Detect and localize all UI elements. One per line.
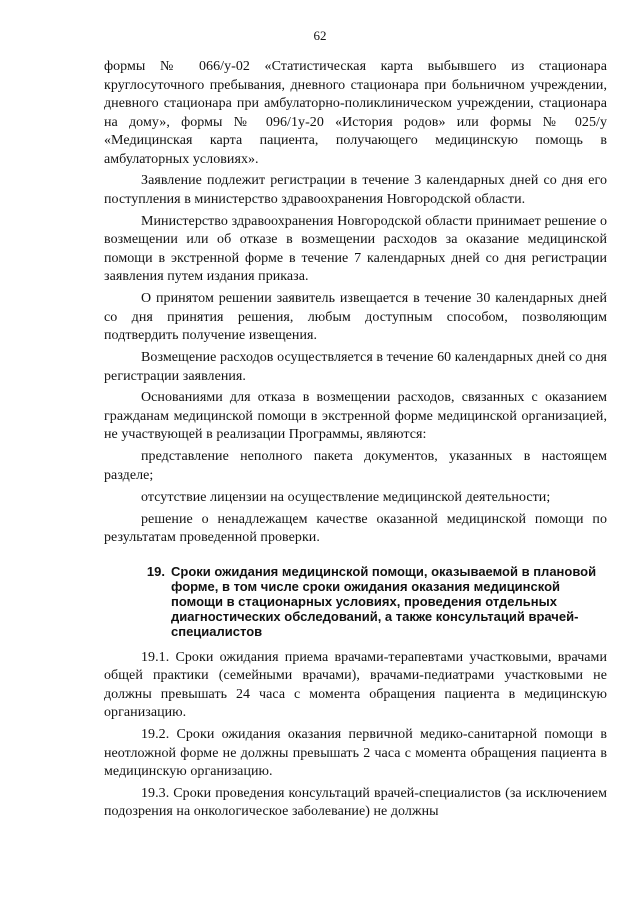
paragraph-forms-continuation: формы № 066/у-02 «Статистическая карта выбывшего из стационара круглосуточного пребывания, дневного стационара при больничном учреждении, дневного стационара при амбулаторно-поликлиническом учреждении, стационара на дому», формы № 096/1у-20 «История родов» или формы № 025/у «Медицинская карта пациента, получающего медицинскую помощь в амбулаторных условиях». xyxy=(104,59,607,167)
paragraph-registration: Заявление подлежит регистрации в течение 3 календарных дней со дня его поступления в министерство здравоохранения Новгородской области. xyxy=(104,173,607,207)
section-number: 19. xyxy=(146,563,165,579)
paragraph-19-1: 19.1. Сроки ожидания приема врачами-терапевтами участковыми, врачами общей практики (семейными врачами), врачами-педиатрами участковыми не должны превышать 24 часа с момента обращения пациента в медицинскую организацию. xyxy=(104,649,607,721)
paragraph-19-3: 19.3. Сроки проведения консультаций врачей-специалистов (за исключением подозрения на онкологическое заболевание) не должны xyxy=(104,785,607,820)
paragraph-incomplete-docs: представление неполного пакета документов, указанных в настоящем разделе; xyxy=(104,449,607,483)
paragraph-no-license: отсутствие лицензии на осуществление медицинской деятельности; xyxy=(141,489,551,505)
page-content xyxy=(104,58,607,825)
paragraph-decision: Министерство здравоохранения Новгородской области принимает решение о возмещении или об отказе в возмещении расходов за оказание медицинской помощи в экстренной форме в течение 7 календарных дней со дня регистрации заявления путем издания приказа. xyxy=(104,213,607,285)
paragraph-poor-quality: решение о ненадлежащем качестве оказанной медицинской помощи по результатам проведенной проверки. xyxy=(104,511,607,546)
page-number: 62 xyxy=(313,28,327,43)
paragraph-notification: О принятом решении заявитель извещается в течение 30 календарных дней со дня принятия решения, любым доступным способом, позволяющим подтвердить получение извещения. xyxy=(104,291,607,344)
paragraph-refusal-grounds: Основаниями для отказа в возмещении расходов, связанных с оказанием гражданам медицинской помощи в экстренной форме медицинской организацией, не участвующей в реализации Программы, являются: xyxy=(104,390,607,443)
paragraph-19-2: 19.2. Сроки ожидания оказания первичной медико-санитарной помощи в неотложной форме не должны превышать 2 часа с момента обращения пациента в медицинскую организацию. xyxy=(104,727,607,780)
section-title: Сроки ожидания медицинской помощи, оказываемой в плановой форме, в том числе сроки ожидания оказания медицинской помощи в стационарных условиях, проведения отдельных диагностических обследований, а также консультаций врачей-специалистов xyxy=(171,563,597,639)
paragraph-reimbursement: Возмещение расходов осуществляется в течение 60 календарных дней со дня регистрации заявления. xyxy=(104,350,607,384)
section-heading xyxy=(104,564,607,639)
